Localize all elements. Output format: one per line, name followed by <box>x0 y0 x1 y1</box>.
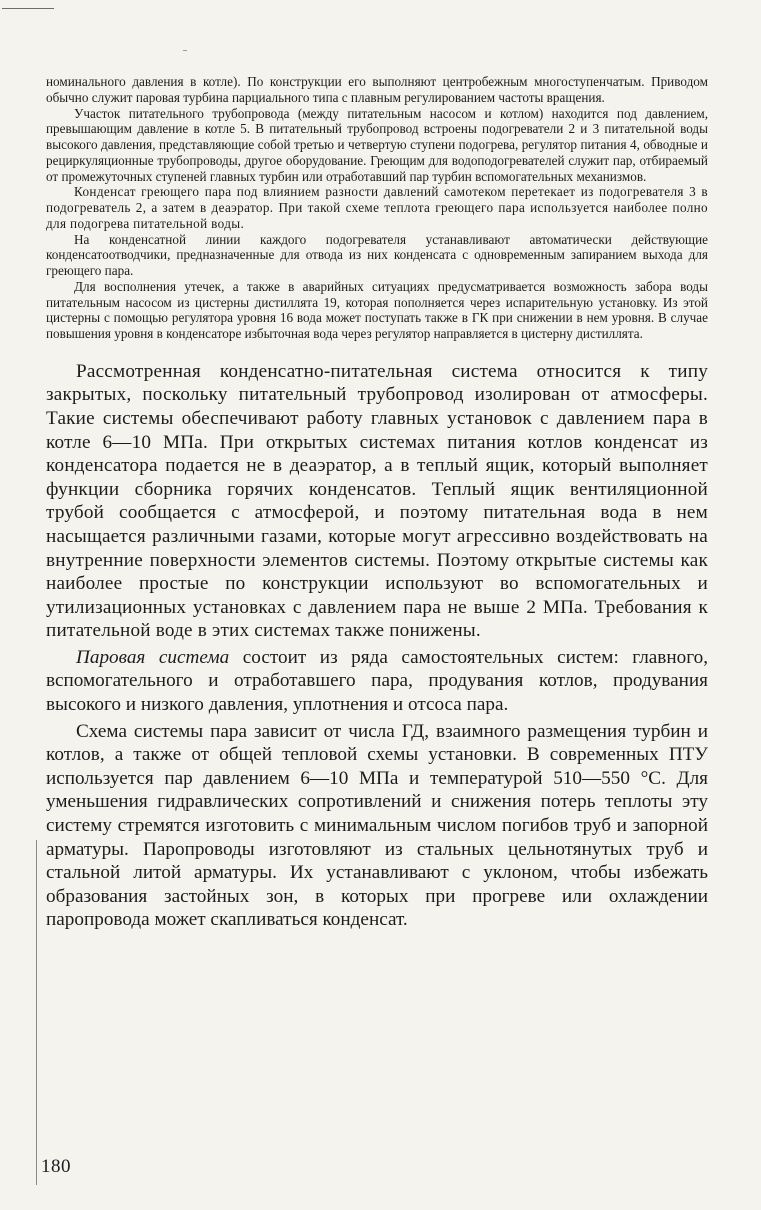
small-paragraph-1: номинального давления в котле). По конструкции его выполняют центробежным многоступенчатым. Приводом обычно служит паровая турбина парциального типа с плавным регулированием частоты вращения. <box>46 74 708 105</box>
small-paragraph-5: Для восполнения утечек, а также в аварийных ситуациях предусматривается возможность забора воды питательным насосом из цистерны дистиллята 19, которая пополняется через испарительную установку. Из этой цистерны с помощью регулятора уровня 16 вода может поступать также в ГК при снижении в нем уровня. В случае повышения уровня в конденсаторе избыточная вода через регулятор направляется в цистерну дистиллята. <box>46 278 708 341</box>
small-paragraph-4: На конденсатной линии каждого подогревателя устанавливают автоматически действующие конденсатоотводчики, предназначенные для отвода из них конденсата с одновременным запиранием выхода для греющего пара. <box>46 231 708 278</box>
paragraph-steam-scheme: Схема системы пара зависит от числа ГД, взаимного размещения турбин и котлов, а также от общей тепловой схемы установки. В современных ПТУ используется пар давлением 6—10 МПа и температурой 510—550 °С. Для уменьшения гидравлических сопротивлений и снижения потерь теплоты эту систему стремятся изготовить с минимальным числом погибов труб и запорной арматуры. Паропроводы изготовляют из стальных цельнотянутых труб и стальной литой арматуры. Их устанавливают с уклоном, чтобы избежать образования застойных зон, в которых при прогреве или охлаждении паропровода может скапливаться конденсат. <box>46 720 708 931</box>
page-number: 180 <box>41 1156 71 1177</box>
term-steam-system: Паровая система <box>76 646 230 668</box>
paragraph-steam-system-text: состоит из ряда самостоятельных систем: главного, вспомогательного и отработавшего пара, продувания котлов, продувания высокого и низкого давления, уплотнения и отсоса пара. <box>46 646 708 716</box>
paragraph-steam-system <box>46 646 708 717</box>
margin-binding-line <box>36 840 37 1185</box>
small-print-block <box>46 74 708 342</box>
small-paragraph-2: Участок питательного трубопровода (между питательным насосом и котлом) находится под давлением, превышающим давление в котле 5. В питательный трубопровод встроены подогреватели 2 и 3 питательной воды высокого давления, представляющие собой третью и четвертую ступени подогрева, регулятор питания 4, обводные и рециркуляционные трубопроводы, другое оборудование. Греющим для водоподогревателей служит пар, отбираемый от промежуточных ступеней главных турбин или отработавший пар турбин вспомогательных механизмов. <box>46 105 708 184</box>
paragraph-closed-systems: Рассмотренная конденсатно-питательная система относится к типу закрытых, поскольку питательный трубопровод изолирован от атмосферы. Такие системы обеспечивают работу главных установок с давлением пара в котле 6—10 МПа. При открытых системах питания котлов конденсат из конденсатора подается не в деаэратор, а в теплый ящик, который выполняет функции сборника горячих конденсатов. Теплый ящик вентиляционной трубой сообщается с атмосферой, и поэтому питательная вода в нем насыщается различными газами, которые могут агрессивно воздействовать на внутренние поверхности элементов системы. Поэтому открытые системы как наиболее простые по конструкции используют во вспомогательных и утилизационных установках с давлением пара не выше 2 МПа. Требования к питательной воде в этих системах также понижены. <box>46 360 708 642</box>
main-text-block <box>46 360 708 932</box>
small-paragraph-3: Конденсат греющего пара под влиянием разности давлений самотеком перетекает из подогревателя 3 в подогреватель 2, а затем в деаэратор. При такой схеме теплота греющего пара используется наиболее полно для подогрева питательной воды. <box>46 184 708 231</box>
scan-speck <box>183 50 187 51</box>
top-edge-rule <box>2 8 54 9</box>
page-body <box>46 74 708 932</box>
